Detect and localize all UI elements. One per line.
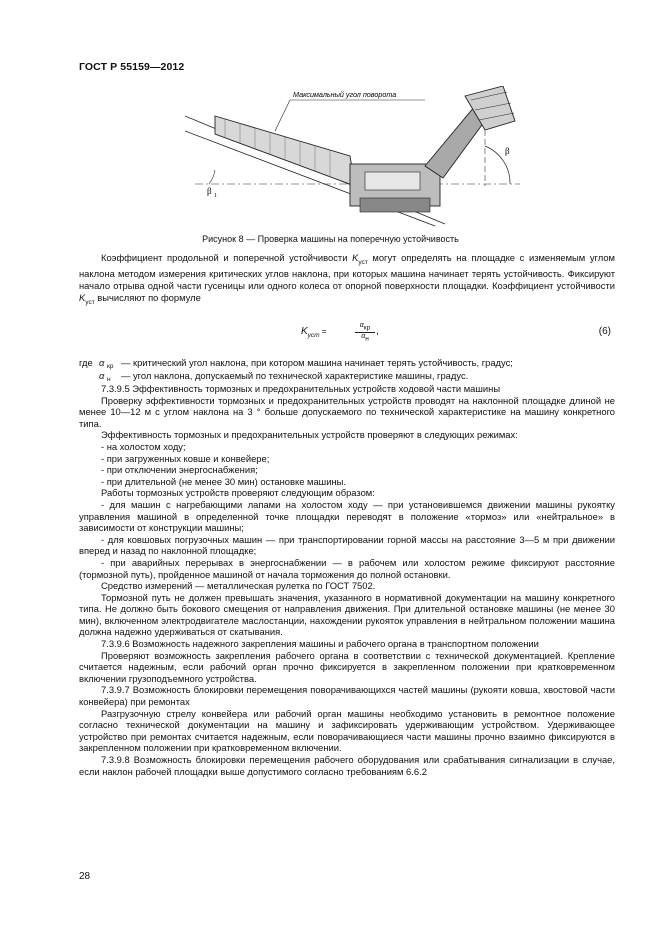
figure-machine-stability — [185, 86, 525, 231]
formula-6 — [79, 322, 615, 348]
document-header: ГОСТ Р 55159—2012 — [79, 61, 185, 73]
paragraph: Проверяют возможность закрепления рабочего органа в соответствии с технической документацией. Крепление считается надежным, если рабочий орган прочно фиксируется в закрепленном положении при кратковременном включении грузоподъемного устройства. — [79, 649, 615, 684]
paragraph: Эффективность тормозных и предохранительных устройств проверяют в следующих режимах: — [101, 429, 518, 441]
list-item: - для ковшовых погрузочных машин — при транспортировании горной массы на расстояние 3—5 м при движении вперед и назад по наклонной площадке; — [79, 533, 615, 557]
paragraph: Средство измерений — металлическая рулетка по ГОСТ 7502. — [101, 580, 376, 592]
para1-text-a: Коэффициент продольной и поперечной устойчивости — [101, 252, 353, 263]
list-item: - на холостом ходу; — [101, 440, 186, 452]
paragraph: 7.3.9.5 Эффективность тормозных и предохранительных устройств ходовой части машины — [101, 383, 501, 394]
definitions — [79, 357, 615, 383]
list-item: - при аварийных перерывах в энергоснабжении — в рабочем или холостом режиме фиксируют расстояние (тормозной путь), пройденное машиной от начала торможения до полной остановки. — [79, 556, 615, 580]
figure-beta-label: β — [505, 146, 510, 156]
page-number: 28 — [79, 871, 91, 882]
paragraph: Тормозной путь не должен превышать значения, указанного в нормативной документации на машину конкретного типа. Не должно быть бокового смещения от направления движения. При длительной остановке машины (не менее 30 мин), включенном электродвигателе маслостанции, нахождении рукояток управления в нейтральном положении машина должна надежно удерживаться от скатывания. — [79, 591, 615, 638]
section-heading: 7.3.9.6 Возможность надежного закрепления машины и рабочего органа в транспортном положении — [101, 638, 539, 650]
figure-beta1-label: β — [207, 186, 212, 196]
k-symbol: K — [352, 252, 359, 263]
para1-text-c: вычисляют по формуле — [94, 291, 201, 303]
definition-alpha-kr: где α кр — критический угол наклона, при котором машина начинает терять устойчивость, градус; — [79, 357, 513, 370]
figure-caption: Рисунок 8 — Проверка машины на поперечную устойчивость — [202, 234, 459, 244]
list-item: - для машин с нагребающими лапами на холостом ходу — при установившемся движении машины рукоятку управления машиной в определенной точке площадки переводят в положение «тормоз» или «нейтральное» в зависимости от конструкции машины; — [79, 498, 615, 534]
section-heading: 7.3.9.8 Возможность блокировки перемещения рабочего оборудования или срабатывания сигнализации в случае, если наклон рабочей площадки выше допустимого согласно требованиям 6.6.2 — [79, 754, 615, 777]
formula-lhs: $K_{уст}$ = — [301, 326, 327, 339]
section-paragraphs — [79, 383, 615, 777]
definition-alpha-n: α н — угол наклона, допускаемый по технической характеристике машины, градус. — [99, 370, 469, 383]
figure-annotation: Максимальный угол поворота — [293, 90, 397, 99]
paragraph-stability-coefficient — [79, 252, 615, 308]
list-item: - при загруженных ковше и конвейере; — [101, 452, 270, 464]
paragraph: Проверку эффективности тормозных и предохранительных устройств проводят на наклонной площадке длиной не менее 10—12 м с углом наклона на 3 ° больше допускаемого по технической характеристике на машину конкретного типа. — [79, 394, 615, 429]
section-heading: 7.3.9.7 Возможность блокировки перемещения поворачивающихся частей машины (рукояти ковша, хвостовой части конвейера) при ремонтах — [79, 684, 615, 708]
para1-text-b: могут определять на площадке с изменяемым углом наклона методом измерения критических углов наклона, при которых машина начинает терять устойчивость. Фиксируют начало отрыва одной части гусеницы или одного колеса от опорной поверхности площадки. Коэффициент устойчивости — [79, 252, 616, 292]
k-sub: уст — [358, 258, 368, 266]
k-symbol-2: K — [79, 291, 86, 303]
list-item: - при отключении энергоснабжения; — [101, 464, 258, 476]
list-item: - при длительной (не менее 30 мин) остановке машины. — [101, 475, 346, 487]
paragraph: Работы тормозных устройств проверяют следующим образом: — [101, 487, 375, 499]
formula-number: (6) — [598, 326, 611, 337]
formula-comma: , — [376, 326, 379, 337]
formula-fraction: $\alpha_{кр}$ $\alpha_н$ — [355, 322, 375, 343]
k-sub-2: уст — [85, 298, 95, 306]
paragraph: Разгрузочную стрелу конвейера или рабочий орган машины необходимо установить в ремонтное положение согласно технической документации на машину и зафиксировать удерживающим устройством. Удерживающее устройство при ремонтах считается надежным, если поворачивающиеся части машины прочно взаимно фиксируются в закрепленном положении при кратковременном включении. — [79, 707, 615, 754]
figure-beta1-sub: 1 — [214, 193, 217, 199]
